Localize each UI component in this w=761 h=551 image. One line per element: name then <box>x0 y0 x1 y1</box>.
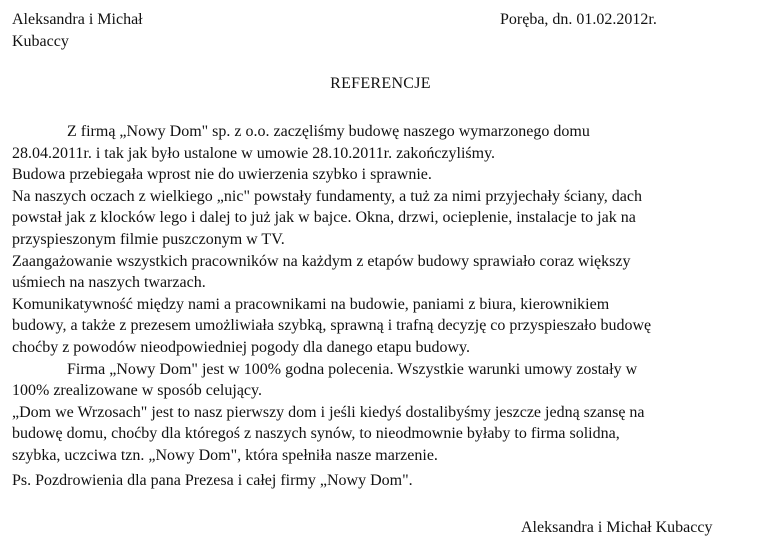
document-title: REFERENCJE <box>330 75 431 92</box>
place-date: Poręba, dn. 01.02.2012r. <box>500 11 657 28</box>
paragraph-line: szybka, uczciwa tzn. „Nowy Dom", która spełniła nasze marzenie. <box>12 446 438 464</box>
paragraph-line: Na naszych oczach z wielkiego „nic" powstały fundamenty, a tuż za nimi przyjechały ściany, dach <box>12 187 642 205</box>
paragraph-line: Firma „Nowy Dom" jest w 100% godna polecenia. Wszystkie warunki umowy zostały w <box>67 360 638 378</box>
paragraph-line: budowy, a także z prezesem umożliwiała szybką, sprawną i trafną decyzję co przyspieszało budowę <box>12 317 652 335</box>
paragraph-line: Budowa przebiegała wprost nie do uwierzenia szybko i sprawnie. <box>12 166 432 184</box>
paragraph-line: 28.04.2011r. i tak jak było ustalone w umowie 28.10.2011r. zakończyliśmy. <box>12 144 496 162</box>
sender-name-line2: Kubaccy <box>12 33 69 50</box>
paragraph-line: Z firmą „Nowy Dom" sp. z o.o. zaczęliśmy budowę naszego wymarzonego domu <box>67 123 590 140</box>
paragraph-line: budowę domu, choćby dla któregoś z naszych synów, to nieodmownie byłaby to firma solidna, <box>12 425 620 443</box>
paragraph-line: Zaangażowanie wszystkich pracowników na każdym z etapów budowy sprawiało coraz większy <box>12 252 631 270</box>
paragraph-line: choćby z powodów nieodpowiedniej pogody dla danego etapu budowy. <box>12 338 470 356</box>
paragraph-line: przyspieszonym filmie puszczonym w TV. <box>12 230 285 248</box>
letter-body <box>12 121 742 467</box>
postscript: Ps. Pozdrowienia dla pana Prezesa i całej firmy „Nowy Dom". <box>12 472 413 489</box>
sender-name-line1: Aleksandra i Michał <box>12 11 143 28</box>
signature: Aleksandra i Michał Kubaccy <box>521 519 713 536</box>
paragraph-line: powstał jak z klocków lego i dalej to już jak w bajce. Okna, drzwi, ocieplenie, instalacje to jak na <box>12 209 636 227</box>
paragraph-line: uśmiech na naszych twarzach. <box>12 274 206 292</box>
sender-block <box>12 9 143 53</box>
paragraph-line: 100% zrealizowane w sposób celujący. <box>12 382 262 400</box>
paragraph-line: Komunikatywność między nami a pracownikami na budowie, paniami z biura, kierownikiem <box>12 295 610 313</box>
paragraph-line: „Dom we Wrzosach" jest to nasz pierwszy dom i jeśli kiedyś dostalibyśmy jeszcze jedną szansę na <box>12 403 645 421</box>
